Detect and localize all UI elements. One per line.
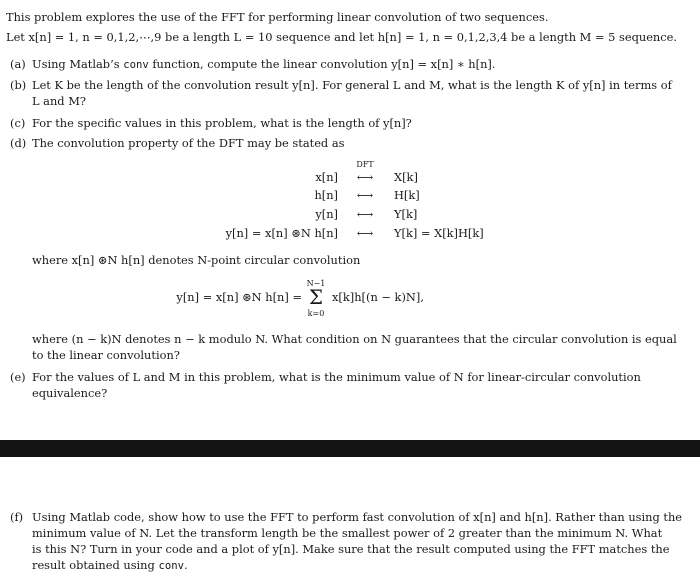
pair-right-4: Y[k] = X[k]H[k] [394, 226, 484, 240]
part-a-text [32, 57, 496, 72]
where-modulo-line-2: to the linear convolution? [32, 348, 180, 362]
pair-arrow-3: ⟷ [356, 207, 374, 221]
equation-left: y[n] = x[n] ⊛N h[n] = [176, 290, 302, 304]
pair-right-2: H[k] [394, 188, 420, 202]
part-f-label: (f) [10, 510, 24, 524]
part-f-line-3: is this N? Turn in your code and a plot of y[n]. Make sure that the result computed using the FFT matches the [32, 542, 670, 556]
part-e-label: (e) [10, 370, 26, 384]
intro-line-2: Let x[n] = 1, n = 0,1,2,⋯,9 be a length L = 10 sequence and let h[n] = 1, n = 0,1,2,3,4 be a length M = 5 sequence. [6, 30, 678, 44]
part-b-line-2: L and M? [32, 94, 86, 108]
black-divider-band [0, 440, 700, 457]
part-f-line-1: Using Matlab code, show how to use the FFT to perform fast convolution of x[n] and h[n]. Rather than using the [32, 510, 683, 524]
pair-left-4: y[n] = x[n] ⊛N h[n] [225, 226, 338, 240]
part-a-label: (a) [10, 57, 26, 71]
pair-left-2: h[n] [314, 188, 338, 202]
part-f-line-4 [32, 558, 188, 573]
part-d-label: (d) [10, 136, 27, 150]
pair-left-3: y[n] [315, 207, 338, 221]
sum-lower-limit: k=0 [307, 309, 325, 318]
part-c-label: (c) [10, 116, 26, 130]
part-a-pre: Using Matlab’s [32, 57, 120, 71]
where-circular-line: where x[n] ⊛N h[n] denotes N-point circular convolution [32, 253, 361, 267]
sum-symbol: Σ [308, 285, 324, 309]
part-f-line-2: minimum value of N. Let the transform length be the smallest power of 2 greater than the minimum N. What [32, 526, 663, 540]
part-b-line-1: Let K be the length of the convolution result y[n]. For general L and M, what is the length K of y[n] in terms of [32, 78, 672, 92]
part-f-line-4-pre: result obtained using [32, 558, 155, 572]
intro-line-1: This problem explores the use of the FFT for performing linear convolution of two sequences. [6, 10, 549, 24]
part-b-label: (b) [10, 78, 27, 92]
pair-left-1: x[n] [315, 170, 338, 184]
part-c-line-1: For the specific values in this problem, what is the length of y[n]? [32, 116, 412, 130]
pair-arrow-2: ⟷ [356, 188, 374, 202]
where-modulo-line-1: where (n − k)N denotes n − k modulo N. What condition on N guarantees that the circular convolution is equal [32, 332, 677, 346]
sum-upper-limit: N−1 [306, 279, 326, 288]
pair-arrow-4: ⟷ [356, 226, 374, 240]
pair-arrow-1: ⟷ [356, 170, 374, 184]
part-a-code: conv [123, 59, 149, 71]
equation-right: x[k]h[(n − k)N], [332, 290, 424, 304]
part-d-line-1: The convolution property of the DFT may be stated as [32, 136, 345, 150]
part-a-post: function, compute the linear convolution y[n] = x[n] ∗ h[n]. [152, 57, 496, 71]
pair-right-1: X[k] [394, 170, 418, 184]
part-f-line-4-post: . [183, 558, 188, 572]
part-f-code: conv [158, 560, 184, 572]
dft-label: DFT [356, 160, 374, 169]
pair-right-3: Y[k] [394, 207, 418, 221]
part-e-line-1: For the values of L and M in this problem, what is the minimum value of N for linear-circular convolution [32, 370, 641, 384]
part-e-line-2: equivalence? [32, 386, 108, 400]
